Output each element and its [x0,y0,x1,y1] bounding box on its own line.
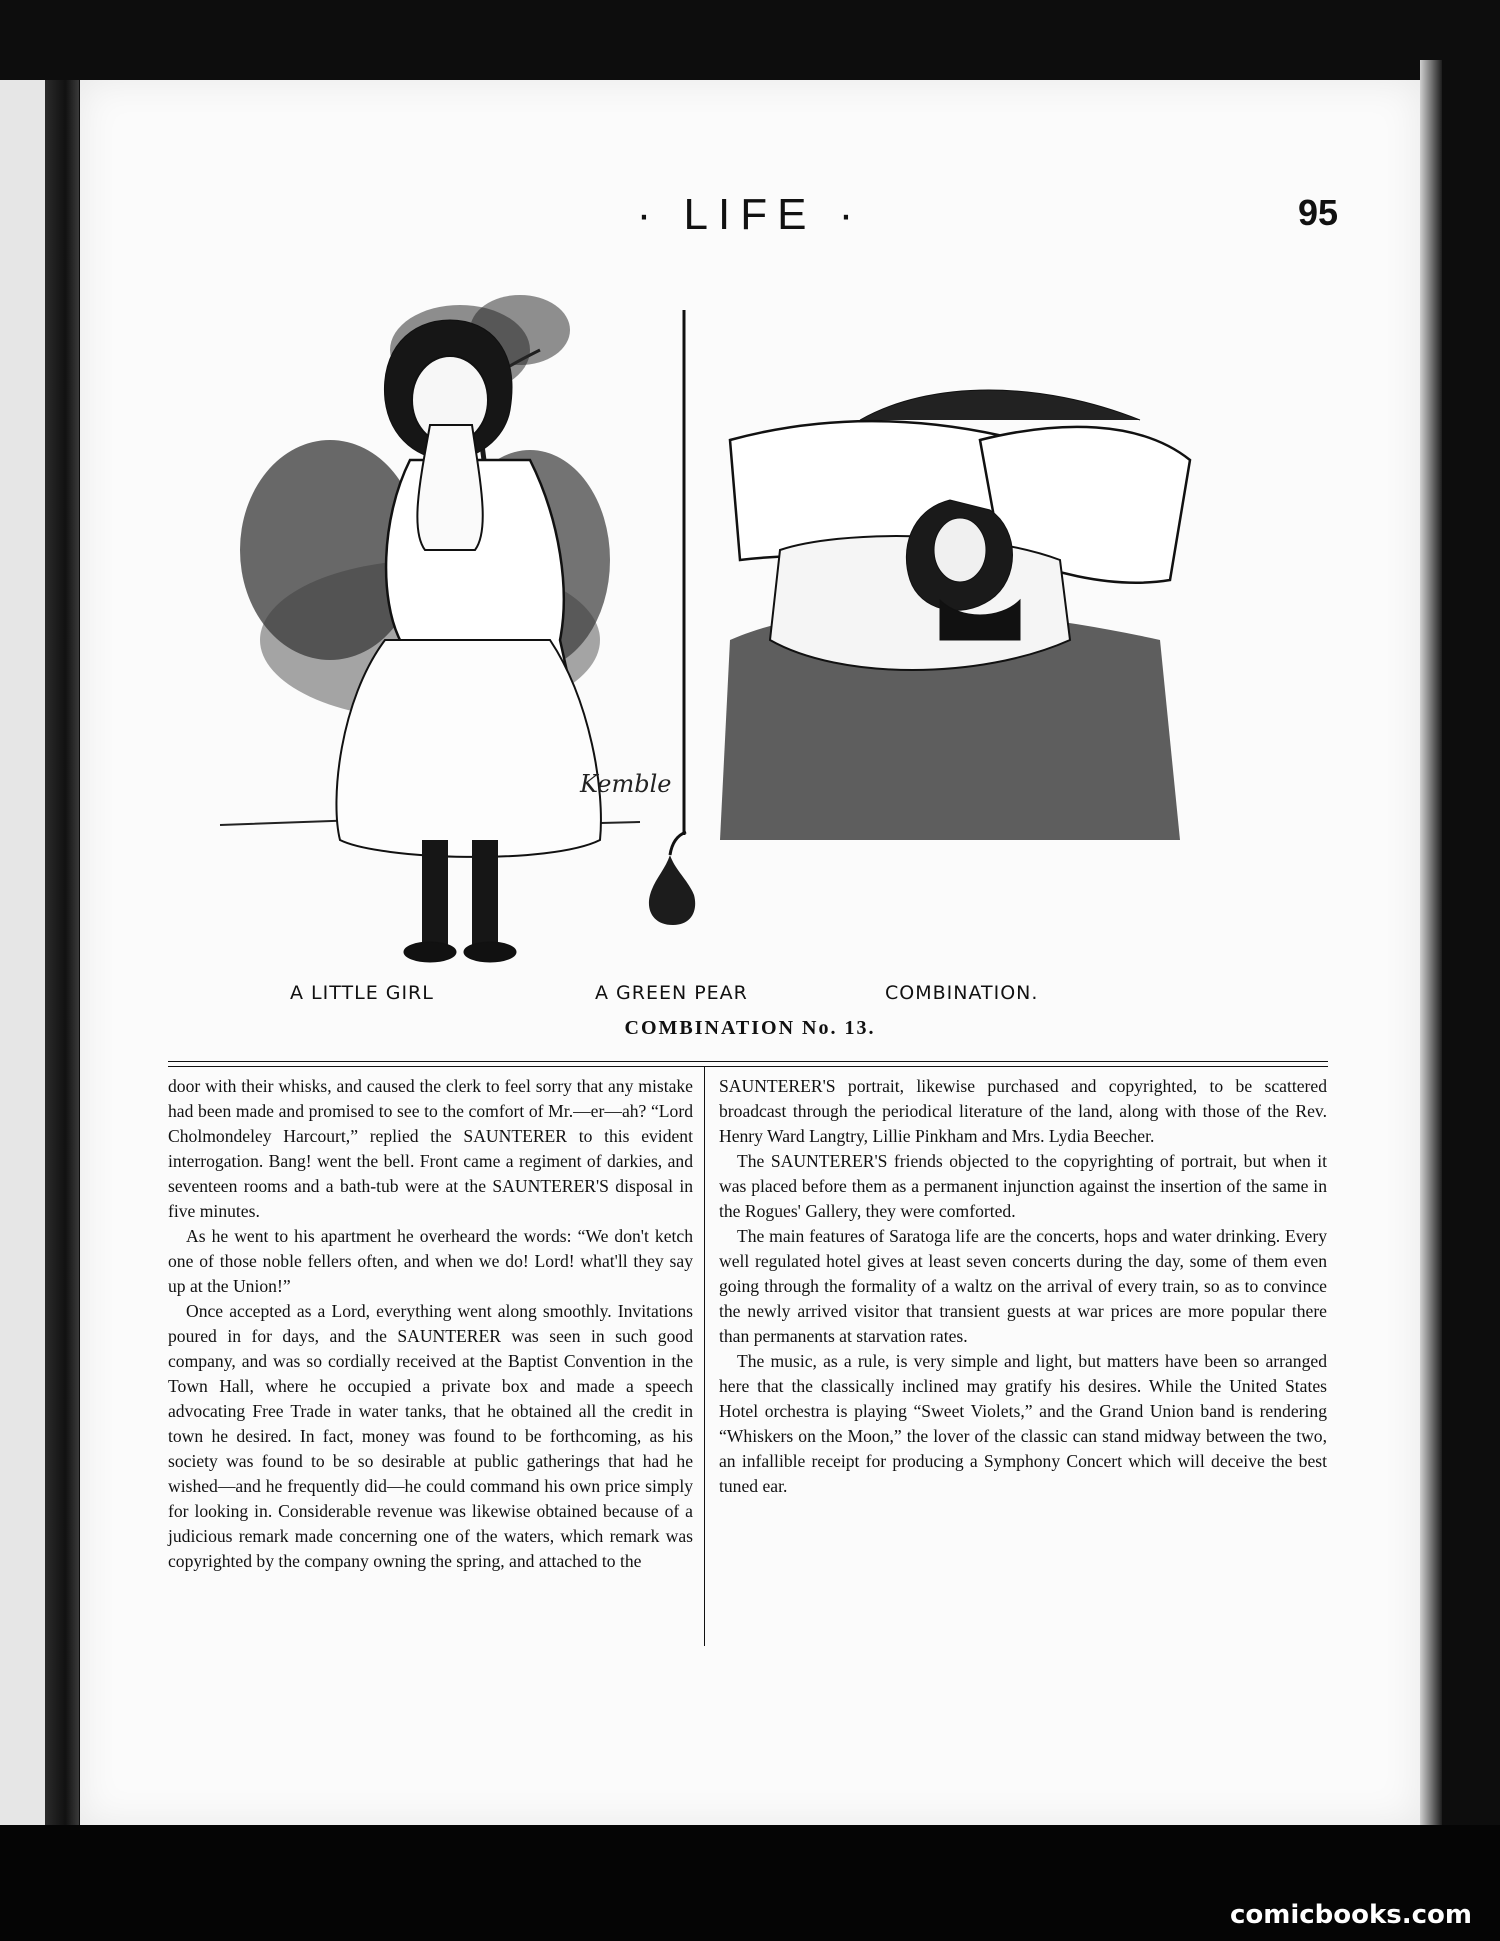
magazine-page [80,80,1420,1825]
caption-green-pear: A GREEN PEAR [595,982,748,1004]
bed-drawing [720,390,1190,840]
cartoon-illustration [80,80,1420,980]
paragraph: The main features of Saratoga life are the concerts, hops and water drinking. Every well regulated hotel gives at least seven concerts during the day, some of them even going through the formality of a waltz on the arrival of every train, so as to convince the newly arrived visitor that transient guests at war prices are more popular there than permanents at starvation rates. [719,1226,1327,1346]
header-rule-top [168,1061,1328,1062]
artist-signature: Kemble [580,770,672,798]
column-divider [704,1066,705,1646]
cartoon-title: COMBINATION No. 13. [624,1017,876,1039]
caption-little-girl: A LITTLE GIRL [290,982,434,1004]
magazine-title: · LIFE · [636,190,864,239]
right-page-edge [1420,60,1442,1830]
paragraph: Once accepted as a Lord, everything went along smoothly. Invitations poured in for days, and the SAUNTERER was seen in such good company, and was so cordially received at the Baptist Convention in the Town Hall, where he occupied a private box and made a speech advocating Free Trade in water tanks, that he obtained all the credit in town he desired. In fact, money was found to be forthcoming, as his society was found to be so desirable at public gatherings that had he wished—and he frequently did—he could command his own price simply for looking in. Considerable revenue was likewise obtained because of a judicious remark made concerning one of the waters, which remark was copyrighted by the company owning the spring, and attached to the [168,1301,693,1571]
header-rule-bottom [168,1066,1328,1067]
article-right-column [719,1074,1327,1499]
page-number: 95 [1297,192,1338,233]
paragraph: SAUNTERER'S portrait, likewise purchased and copyrighted, to be scattered broadcast through the periodical literature of the land, along with those of the Rev. Henry Ward Langtry, Lillie Pinkham and Mrs. Lydia Beecher. [719,1076,1327,1146]
site-watermark: comicbooks.com [1229,1900,1472,1930]
article-left-column [168,1074,693,1574]
paragraph: The music, as a rule, is very simple and light, but matters have been so arranged here that the classically inclined may gratify his desires. While the United States Hotel orchestra is playing “Sweet Violets,” and the Grand Union band is rendering “Whiskers on the Moon,” the lover of the classic can stand midway between the two, an infallible receipt for producing a Symphony Concert which will deceive the best tuned ear. [719,1351,1327,1496]
caption-combination: COMBINATION. [885,982,1039,1004]
binding-shadow [45,80,79,1825]
paragraph: The SAUNTERER'S friends objected to the copyrighting of portrait, but when it was placed before them as a permanent injunction against the insertion of the same in the Rogues' Gallery, they were comforted. [719,1151,1327,1221]
pear-drawing [649,832,695,925]
paragraph: door with their whisks, and caused the clerk to feel sorry that any mistake had been made and promised to see to the comfort of Mr.—er—ah? “Lord Cholmondeley Harcourt,” replied the SAUNTERER to this evident interrogation. Bang! went the bell. Front came a regiment of darkies, and seventeen rooms and a bath-tub were at the SAUNTERER'S disposal in five minutes. [168,1076,693,1221]
paragraph: As he went to his apartment he overheard the words: “We don't ketch one of those noble fellers often, and when we do! Lord! what'll they say up at the Union!” [168,1226,693,1296]
